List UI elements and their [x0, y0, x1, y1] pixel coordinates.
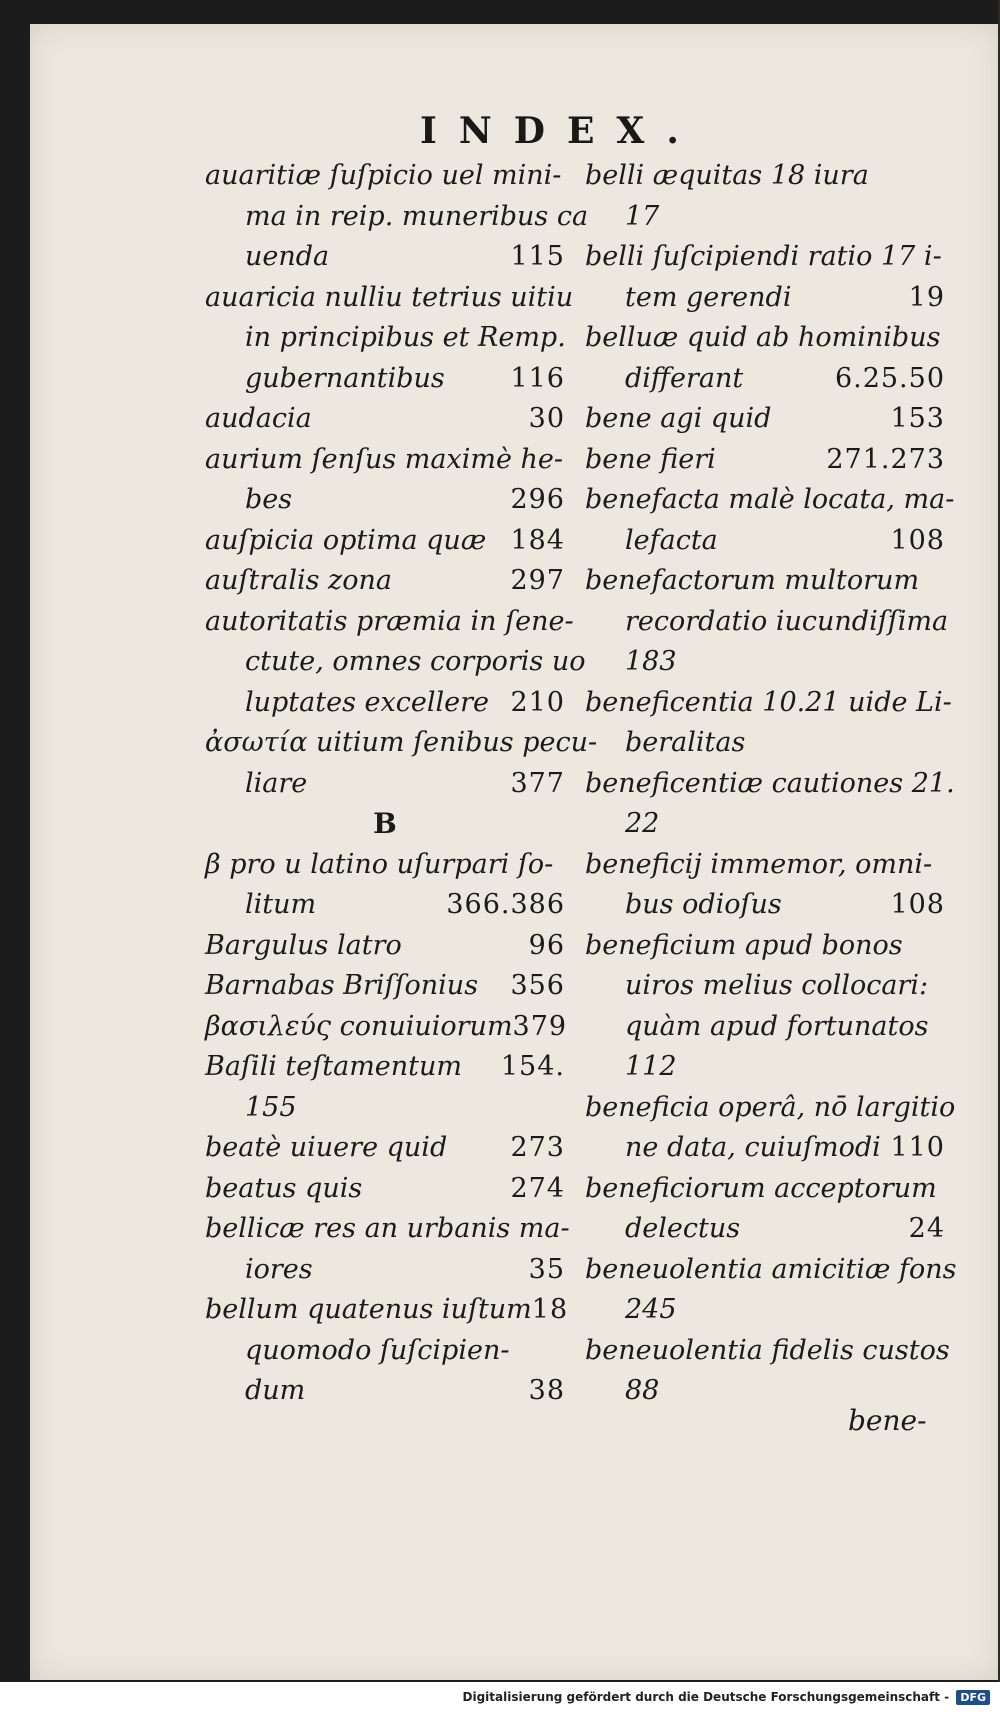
- index-entry-line: [585, 683, 952, 724]
- index-entry: [585, 683, 952, 764]
- entry-text: ma in reip. muneribus ca: [245, 200, 589, 232]
- entry-text: βασιλεύς conuiuiorum: [205, 1010, 513, 1042]
- index-entry-line: [585, 399, 945, 440]
- entry-text: bellicæ res an urbanis ma-: [205, 1213, 570, 1244]
- index-entry: [585, 1088, 956, 1169]
- entry-text: beneuolentia amicitiæ fons: [585, 1253, 957, 1285]
- entry-page-ref: 96: [528, 929, 565, 961]
- entry-text: uenda: [245, 241, 330, 272]
- index-entry-line: [585, 1290, 945, 1331]
- index-entry-line: [205, 561, 565, 602]
- entry-page-ref: 184: [510, 524, 565, 556]
- index-entry: [205, 1047, 565, 1128]
- entry-text: beneficentiæ cautiones 21.: [585, 767, 955, 799]
- entry-text: quàm apud fortunatos: [625, 1010, 929, 1042]
- index-entry-line: [205, 1371, 565, 1412]
- entry-text: Barnabas Briſſonius: [205, 970, 479, 1001]
- index-entry: [205, 1128, 565, 1169]
- entry-page-ref: 153: [890, 403, 945, 434]
- index-entry: [585, 926, 945, 1088]
- index-entry-line: [205, 359, 565, 400]
- index-entry-line: [205, 885, 565, 926]
- index-entry-line: [205, 764, 565, 805]
- entry-text: Baſili teſtamentum: [205, 1051, 463, 1082]
- digitization-credit: [0, 1690, 990, 1705]
- entry-text: Bargulus latro: [205, 929, 402, 961]
- entry-text: beneuolentia fidelis custos: [585, 1334, 950, 1366]
- entry-text: quomodo ſuſcipien-: [245, 1334, 510, 1366]
- index-entry-line: [585, 480, 955, 521]
- index-entry-line: [585, 723, 945, 764]
- entry-text: beneficentia 10.21 uide Li-: [585, 686, 952, 718]
- index-entry: [205, 1290, 569, 1412]
- index-entry-line: [205, 278, 574, 319]
- index-entry: [585, 156, 945, 237]
- index-entry: [205, 1209, 570, 1290]
- entry-page-ref: 24: [908, 1213, 945, 1244]
- entry-text: bes: [245, 484, 293, 515]
- index-entry-line: [585, 1047, 945, 1088]
- page-header-title: INDEX.: [420, 110, 701, 152]
- index-entry-line: [205, 723, 598, 764]
- entry-text: 245: [625, 1294, 677, 1325]
- index-entry-line: [205, 440, 565, 481]
- entry-page-ref: 35: [528, 1253, 565, 1285]
- entry-page-ref: 108: [890, 524, 945, 556]
- index-entry: [585, 440, 945, 481]
- entry-page-ref: 38: [528, 1375, 565, 1406]
- entry-text: lefacta: [625, 524, 718, 556]
- index-entry-line: [205, 480, 565, 521]
- entry-text: ctute, omnes corporis uo: [245, 646, 586, 677]
- entry-text: benefacta malè locata, ma-: [585, 484, 955, 515]
- index-entry-line: [585, 966, 945, 1007]
- entry-page-ref: 115: [510, 241, 565, 272]
- index-entry-line: [585, 359, 945, 400]
- entry-text: belli ſuſcipiendi ratio 17 i-: [585, 241, 942, 272]
- entry-text: bellum quatenus iuſtum: [205, 1294, 532, 1325]
- index-entry-line: [205, 966, 565, 1007]
- entry-text: ἀσωτία uitium ſenibus pecu-: [205, 727, 598, 758]
- entry-text: aurium ſenſus maximè he-: [205, 443, 564, 475]
- index-entry-line: [205, 1007, 568, 1048]
- index-entry-line: [585, 885, 945, 926]
- entry-text: gubernantibus: [245, 362, 445, 394]
- index-entry-line: [205, 1331, 565, 1372]
- credit-text: Digitalisierung gefördert durch die Deutsche Forschungsgemeinschaft -: [462, 1690, 950, 1704]
- entry-text: 17: [625, 200, 660, 232]
- entry-text: auſpicia optima quæ: [205, 524, 487, 556]
- index-entry-line: [585, 156, 945, 197]
- index-entry-line: [205, 1047, 565, 1088]
- index-column-right: [585, 156, 957, 1412]
- index-entry-line: [205, 521, 565, 562]
- entry-page-ref: 274: [510, 1172, 565, 1204]
- entry-text: bene fieri: [585, 443, 716, 475]
- index-entry-line: [585, 926, 945, 967]
- entry-text: belluæ quid ab hominibus: [585, 322, 941, 353]
- entry-text: beneficiorum acceptorum: [585, 1172, 937, 1204]
- letter-heading: B: [373, 807, 397, 840]
- entry-text: auaritiæ ſuſpicio uel mini-: [205, 160, 562, 191]
- index-entry-line: [205, 845, 565, 886]
- index-entry-line: [205, 602, 574, 643]
- index-entry-line: [585, 1169, 945, 1210]
- entry-text: auaricia nulliu tetrius uitiu: [205, 281, 574, 313]
- entry-text: 22: [625, 808, 660, 839]
- entry-text: audacia: [205, 403, 312, 434]
- entry-page-ref: 30: [528, 403, 565, 434]
- index-entry: [205, 399, 565, 440]
- entry-text: delectus: [625, 1213, 741, 1244]
- entry-page-ref: 116: [510, 362, 565, 394]
- index-entry-line: [205, 642, 586, 683]
- index-entry-line: [585, 1007, 945, 1048]
- index-entry: [585, 480, 955, 561]
- index-entry-line: [205, 1209, 570, 1250]
- entry-page-ref: 366.386: [446, 889, 565, 920]
- entry-page-ref: 6.25.50: [834, 362, 945, 394]
- index-entry-line: [585, 1128, 945, 1169]
- entry-text: bus odioſus: [625, 889, 782, 920]
- index-entry: [585, 318, 945, 399]
- index-entry: [205, 845, 565, 926]
- index-entry-line: [585, 845, 945, 886]
- index-entry-line: [205, 683, 565, 724]
- index-entry: [585, 1331, 950, 1412]
- entry-page-ref: 271.273: [826, 443, 945, 475]
- entry-text: 183: [625, 646, 677, 677]
- entry-text: liare: [245, 767, 308, 799]
- index-column-left: [205, 156, 598, 1412]
- index-entry: [585, 237, 945, 318]
- index-entry: [585, 1250, 957, 1331]
- index-entry-line: [585, 521, 945, 562]
- index-entry: [205, 723, 598, 804]
- index-entry-line: [205, 1290, 569, 1331]
- entry-page-ref: 297: [510, 565, 565, 596]
- index-entry-line: [205, 926, 565, 967]
- entry-text: belli æquitas 18 iura: [585, 160, 869, 191]
- entry-text: beneficia operâ, nō largitio: [585, 1091, 956, 1123]
- entry-page-ref: 108: [890, 889, 945, 920]
- index-entry: [205, 966, 565, 1007]
- index-entry-line: [205, 197, 589, 238]
- index-entry-line: [205, 1169, 565, 1210]
- index-entry-line: [205, 156, 565, 197]
- entry-page-ref: 154.: [500, 1051, 565, 1082]
- entry-text: 155: [245, 1091, 297, 1123]
- index-entry-line: [585, 237, 945, 278]
- index-entry: [205, 602, 586, 724]
- entry-text: luptates excellere: [245, 686, 489, 718]
- index-entry-line: [585, 804, 945, 845]
- entry-text: dum: [245, 1375, 306, 1406]
- entry-page-ref: 110: [890, 1132, 945, 1163]
- entry-page-ref: 377: [510, 767, 565, 799]
- index-entry: [205, 278, 574, 400]
- index-entry-line: [205, 1250, 565, 1291]
- index-entry-line: [585, 764, 955, 805]
- index-entry-line: [205, 318, 565, 359]
- entry-text: beneficij immemor, omni-: [585, 848, 933, 880]
- entry-text: beneficium apud bonos: [585, 929, 903, 961]
- index-entry-line: [205, 399, 565, 440]
- entry-text: 112: [625, 1051, 677, 1082]
- entry-page-ref: 273: [510, 1132, 565, 1163]
- entry-page-ref: 18: [531, 1294, 569, 1325]
- index-entry: [205, 156, 589, 278]
- entry-page-ref: 356: [510, 970, 565, 1001]
- index-entry: [585, 845, 945, 926]
- index-entry-line: [585, 1331, 950, 1372]
- entry-text: recordatio iucundiſſima: [625, 605, 949, 637]
- index-entry-line: [585, 602, 949, 643]
- index-entry-line: [585, 440, 945, 481]
- entry-page-ref: 296: [510, 484, 565, 515]
- index-entry-line: [585, 1088, 956, 1129]
- index-entry-line: [585, 1250, 957, 1291]
- entry-text: differant: [625, 362, 744, 394]
- index-entry: [205, 521, 565, 562]
- index-entry-line: [585, 561, 945, 602]
- entry-text: beatè uiuere quid: [205, 1132, 448, 1163]
- entry-text: bene agi quid: [585, 403, 772, 434]
- index-entry: [585, 399, 945, 440]
- index-entry: [205, 1007, 568, 1048]
- entry-text: benefactorum multorum: [585, 565, 920, 596]
- entry-text: auſtralis zona: [205, 565, 393, 596]
- entry-text: uiros melius collocari:: [625, 970, 929, 1001]
- entry-text: beralitas: [625, 727, 746, 758]
- index-entry-line: [205, 1128, 565, 1169]
- index-entry: [205, 926, 565, 967]
- dfg-logo: DFG: [956, 1690, 990, 1705]
- index-entry-line: [585, 318, 945, 359]
- index-entry-line: [585, 278, 945, 319]
- index-entry: [585, 764, 955, 845]
- entry-text: autoritatis præmia in ſene-: [205, 605, 574, 637]
- entry-page-ref: 19: [908, 281, 945, 313]
- entry-text: in principibus et Remp.: [245, 322, 566, 353]
- index-entry: [585, 561, 949, 683]
- index-entry: [585, 1169, 945, 1250]
- index-entry: [205, 561, 565, 602]
- entry-text: 88: [625, 1375, 660, 1406]
- entry-text: β pro u latino uſurpari ſo-: [205, 848, 554, 880]
- entry-page-ref: 379: [512, 1010, 568, 1042]
- entry-text: beatus quis: [205, 1172, 363, 1204]
- entry-text: ne data, cuiuſmodi: [625, 1132, 881, 1163]
- entry-text: iores: [245, 1253, 313, 1285]
- index-entry: [205, 440, 565, 521]
- catchword: bene-: [848, 1404, 927, 1437]
- index-entry: [205, 1169, 565, 1210]
- entry-text: litum: [245, 889, 317, 920]
- index-entry-line: [205, 1088, 565, 1129]
- entry-text: tem gerendi: [625, 281, 792, 313]
- index-entry-line: [585, 1209, 945, 1250]
- index-entry-line: [205, 237, 565, 278]
- index-entry-line: [585, 642, 945, 683]
- entry-page-ref: 210: [510, 686, 565, 718]
- index-entry-line: [585, 197, 945, 238]
